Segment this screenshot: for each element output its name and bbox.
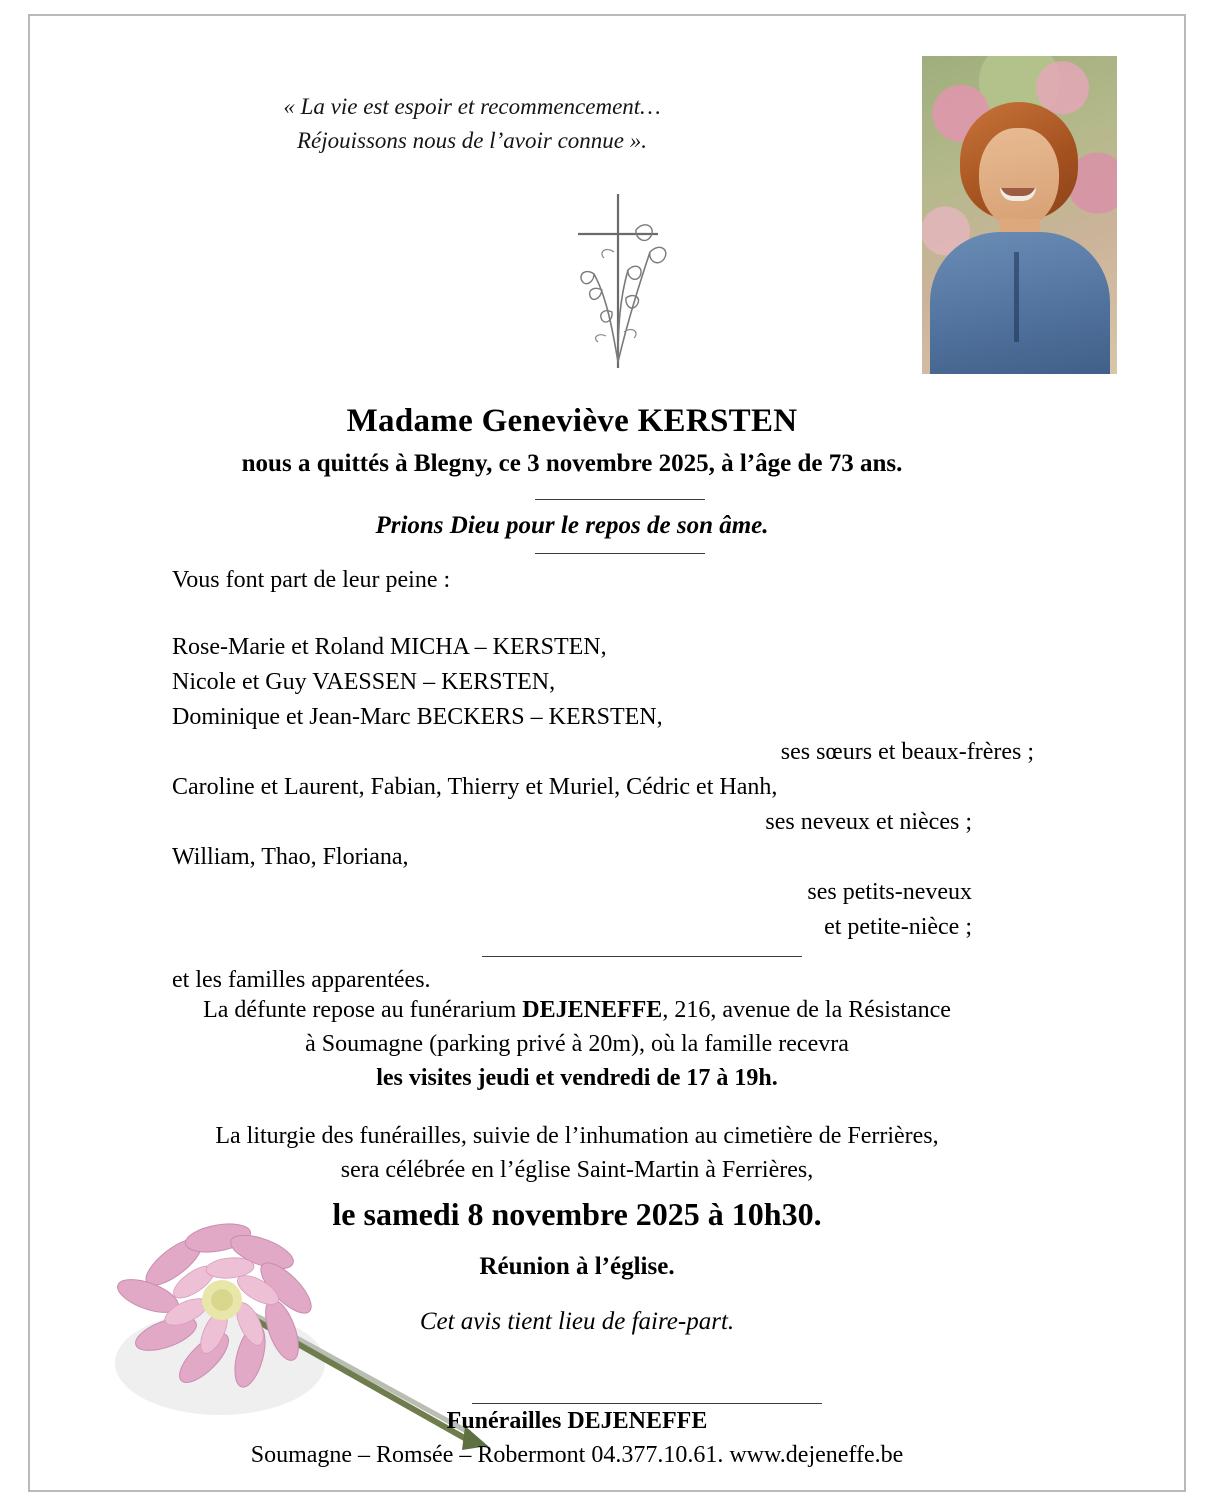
portrait-photo	[922, 56, 1117, 374]
quote-line-1: « La vie est espoir et recommencement…	[283, 94, 661, 119]
funeral-home-name: DEJENEFFE	[522, 997, 663, 1023]
quote-line-2: Réjouissons nous de l’avoir connue ».	[296, 128, 648, 153]
cross-icon	[532, 186, 712, 371]
footer-company: Funérailles DEJENEFFE	[446, 1408, 708, 1434]
portrait-shirt	[930, 232, 1110, 374]
liturgy-line-2: sera célébrée en l’église Saint-Martin à Ferrières,	[340, 1157, 814, 1183]
family-relation-sisters: ses sœurs et beaux-frères ;	[780, 739, 1034, 765]
family-intro: Vous font part de leur peine :	[172, 567, 451, 593]
deceased-name: Madame Geneviève KERSTEN	[346, 403, 798, 439]
repose-line-1	[72, 993, 1082, 1027]
family-relation-nephews: ses neveux et nièces ;	[765, 809, 972, 835]
repose-text-pre: La défunte repose au funérarium	[203, 997, 523, 1023]
repose-text-post: , 216, avenue de la Résistance	[662, 997, 951, 1023]
family-relation-grandnephews-1: ses petits-neveux	[807, 879, 972, 905]
repose-line-2: à Soumagne (parking privé à 20m), où la famille recevra	[305, 1031, 849, 1057]
divider-footer	[472, 1403, 822, 1404]
family-relation-grandnephews-2: et petite-nièce ;	[824, 914, 972, 940]
family-block	[172, 563, 1082, 998]
family-nephews-line: Caroline et Laurent, Fabian, Thierry et Muriel, Cédric et Hanh,	[172, 774, 778, 800]
footer-contact: Soumagne – Romsée – Robermont 04.377.10.61. www.dejeneffe.be	[250, 1442, 904, 1468]
family-line-1: Rose-Marie et Roland MICHA – KERSTEN,	[172, 634, 607, 660]
meeting-note: Réunion à l’église.	[479, 1253, 675, 1280]
family-closing: et les familles apparentées.	[172, 967, 431, 993]
ceremony-date: le samedi 8 novembre 2025 à 10h30.	[332, 1196, 822, 1232]
epigraph-quote	[162, 90, 782, 158]
portrait-face	[979, 128, 1059, 228]
visiting-hours: les visites jeudi et vendredi de 17 à 19h.	[376, 1065, 778, 1091]
notice-disclaimer: Cet avis tient lieu de faire-part.	[419, 1308, 735, 1335]
portrait-shirt-placket	[1014, 252, 1019, 342]
death-announcement: nous a quittés à Blegny, ce 3 novembre 2025, à l’âge de 73 ans.	[241, 450, 903, 477]
notice-content	[32, 18, 1182, 1488]
divider-before-ceremony	[482, 956, 802, 957]
divider-below-prayer	[535, 553, 705, 554]
family-line-2: Nicole et Guy VAESSEN – KERSTEN,	[172, 669, 556, 695]
divider-above-prayer	[535, 499, 705, 500]
prayer-line: Prions Dieu pour le repos de son âme.	[375, 512, 769, 539]
spacer	[72, 1095, 1082, 1119]
family-line-3: Dominique et Jean-Marc BECKERS – KERSTEN,	[172, 704, 663, 730]
family-grandnephews-line: William, Thao, Floriana,	[172, 844, 409, 870]
liturgy-line-1: La liturgie des funérailles, suivie de l’inhumation au cimetière de Ferrières,	[215, 1123, 939, 1149]
